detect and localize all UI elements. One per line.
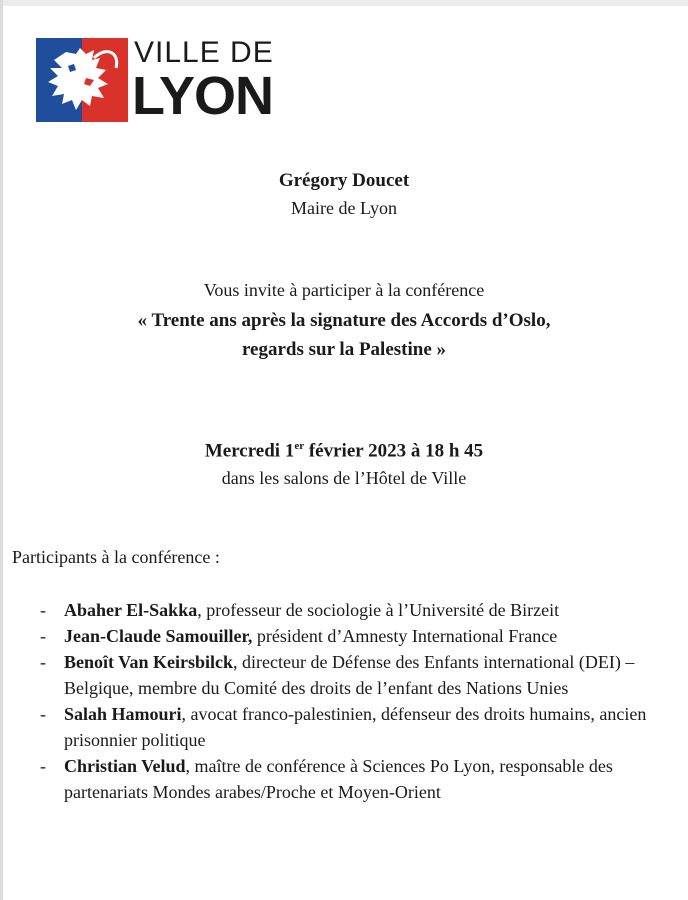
list-item (40, 597, 680, 623)
participant-description: , maître de conférence à Sciences Po Lyon, responsable des partenariats Mondes arabes/Proche et Moyen-Orient (64, 756, 613, 802)
image-border-top (0, 0, 688, 6)
list-item (40, 649, 680, 701)
participant-name: Benoît Van Keirsbilck (64, 652, 234, 672)
conference-title-line2: regards sur la Palestine » (241, 339, 447, 360)
event-date-suffix: février 2023 à 18 h 45 (304, 440, 484, 462)
participant-description: , directeur de Défense des Enfants international (DEI) – Belgique, membre du Comité des droits de l’enfant des Nations Unies (64, 652, 635, 698)
list-item (40, 701, 680, 753)
participants-list (40, 597, 680, 805)
event-date (0, 440, 688, 462)
list-dash: - (40, 704, 46, 724)
logo-text-ville-de: VILLE DE (134, 36, 274, 69)
invitation-intro: Vous invite à participer à la conférence (203, 280, 485, 300)
lion-emblem-icon (36, 38, 128, 122)
list-dash: - (40, 626, 46, 646)
host-title: Maire de Lyon (291, 198, 397, 218)
logo-text-lyon: LYON (132, 66, 274, 126)
list-item (40, 753, 680, 805)
conference-title-line1: « Trente ans après la signature des Accords d’Oslo, (137, 310, 551, 331)
ville-de-lyon-logo (36, 38, 286, 124)
participants-heading: Participants à la conférence : (12, 547, 220, 567)
participant-description: président d’Amnesty International France (252, 626, 558, 646)
event-date-prefix: Mercredi 1 (204, 440, 295, 462)
participant-description: , professeur de sociologie à l’Université de Birzeit (197, 600, 560, 620)
list-dash: - (40, 652, 46, 672)
participant-name: Christian Velud (64, 756, 186, 776)
participant-name: Abaher El-Sakka (64, 600, 198, 620)
event-venue: dans les salons de l’Hôtel de Ville (221, 468, 467, 488)
list-item (40, 623, 680, 649)
participant-name: Jean-Claude Samouiller, (64, 626, 253, 646)
event-date-ordinal: er (294, 440, 305, 452)
list-dash: - (40, 756, 46, 776)
host-name: Grégory Doucet (278, 170, 410, 191)
participant-name: Salah Hamouri (64, 704, 182, 724)
participant-description: , avocat franco-palestinien, défenseur des droits humains, ancien prisonnier politique (64, 704, 647, 750)
list-dash: - (40, 600, 46, 620)
